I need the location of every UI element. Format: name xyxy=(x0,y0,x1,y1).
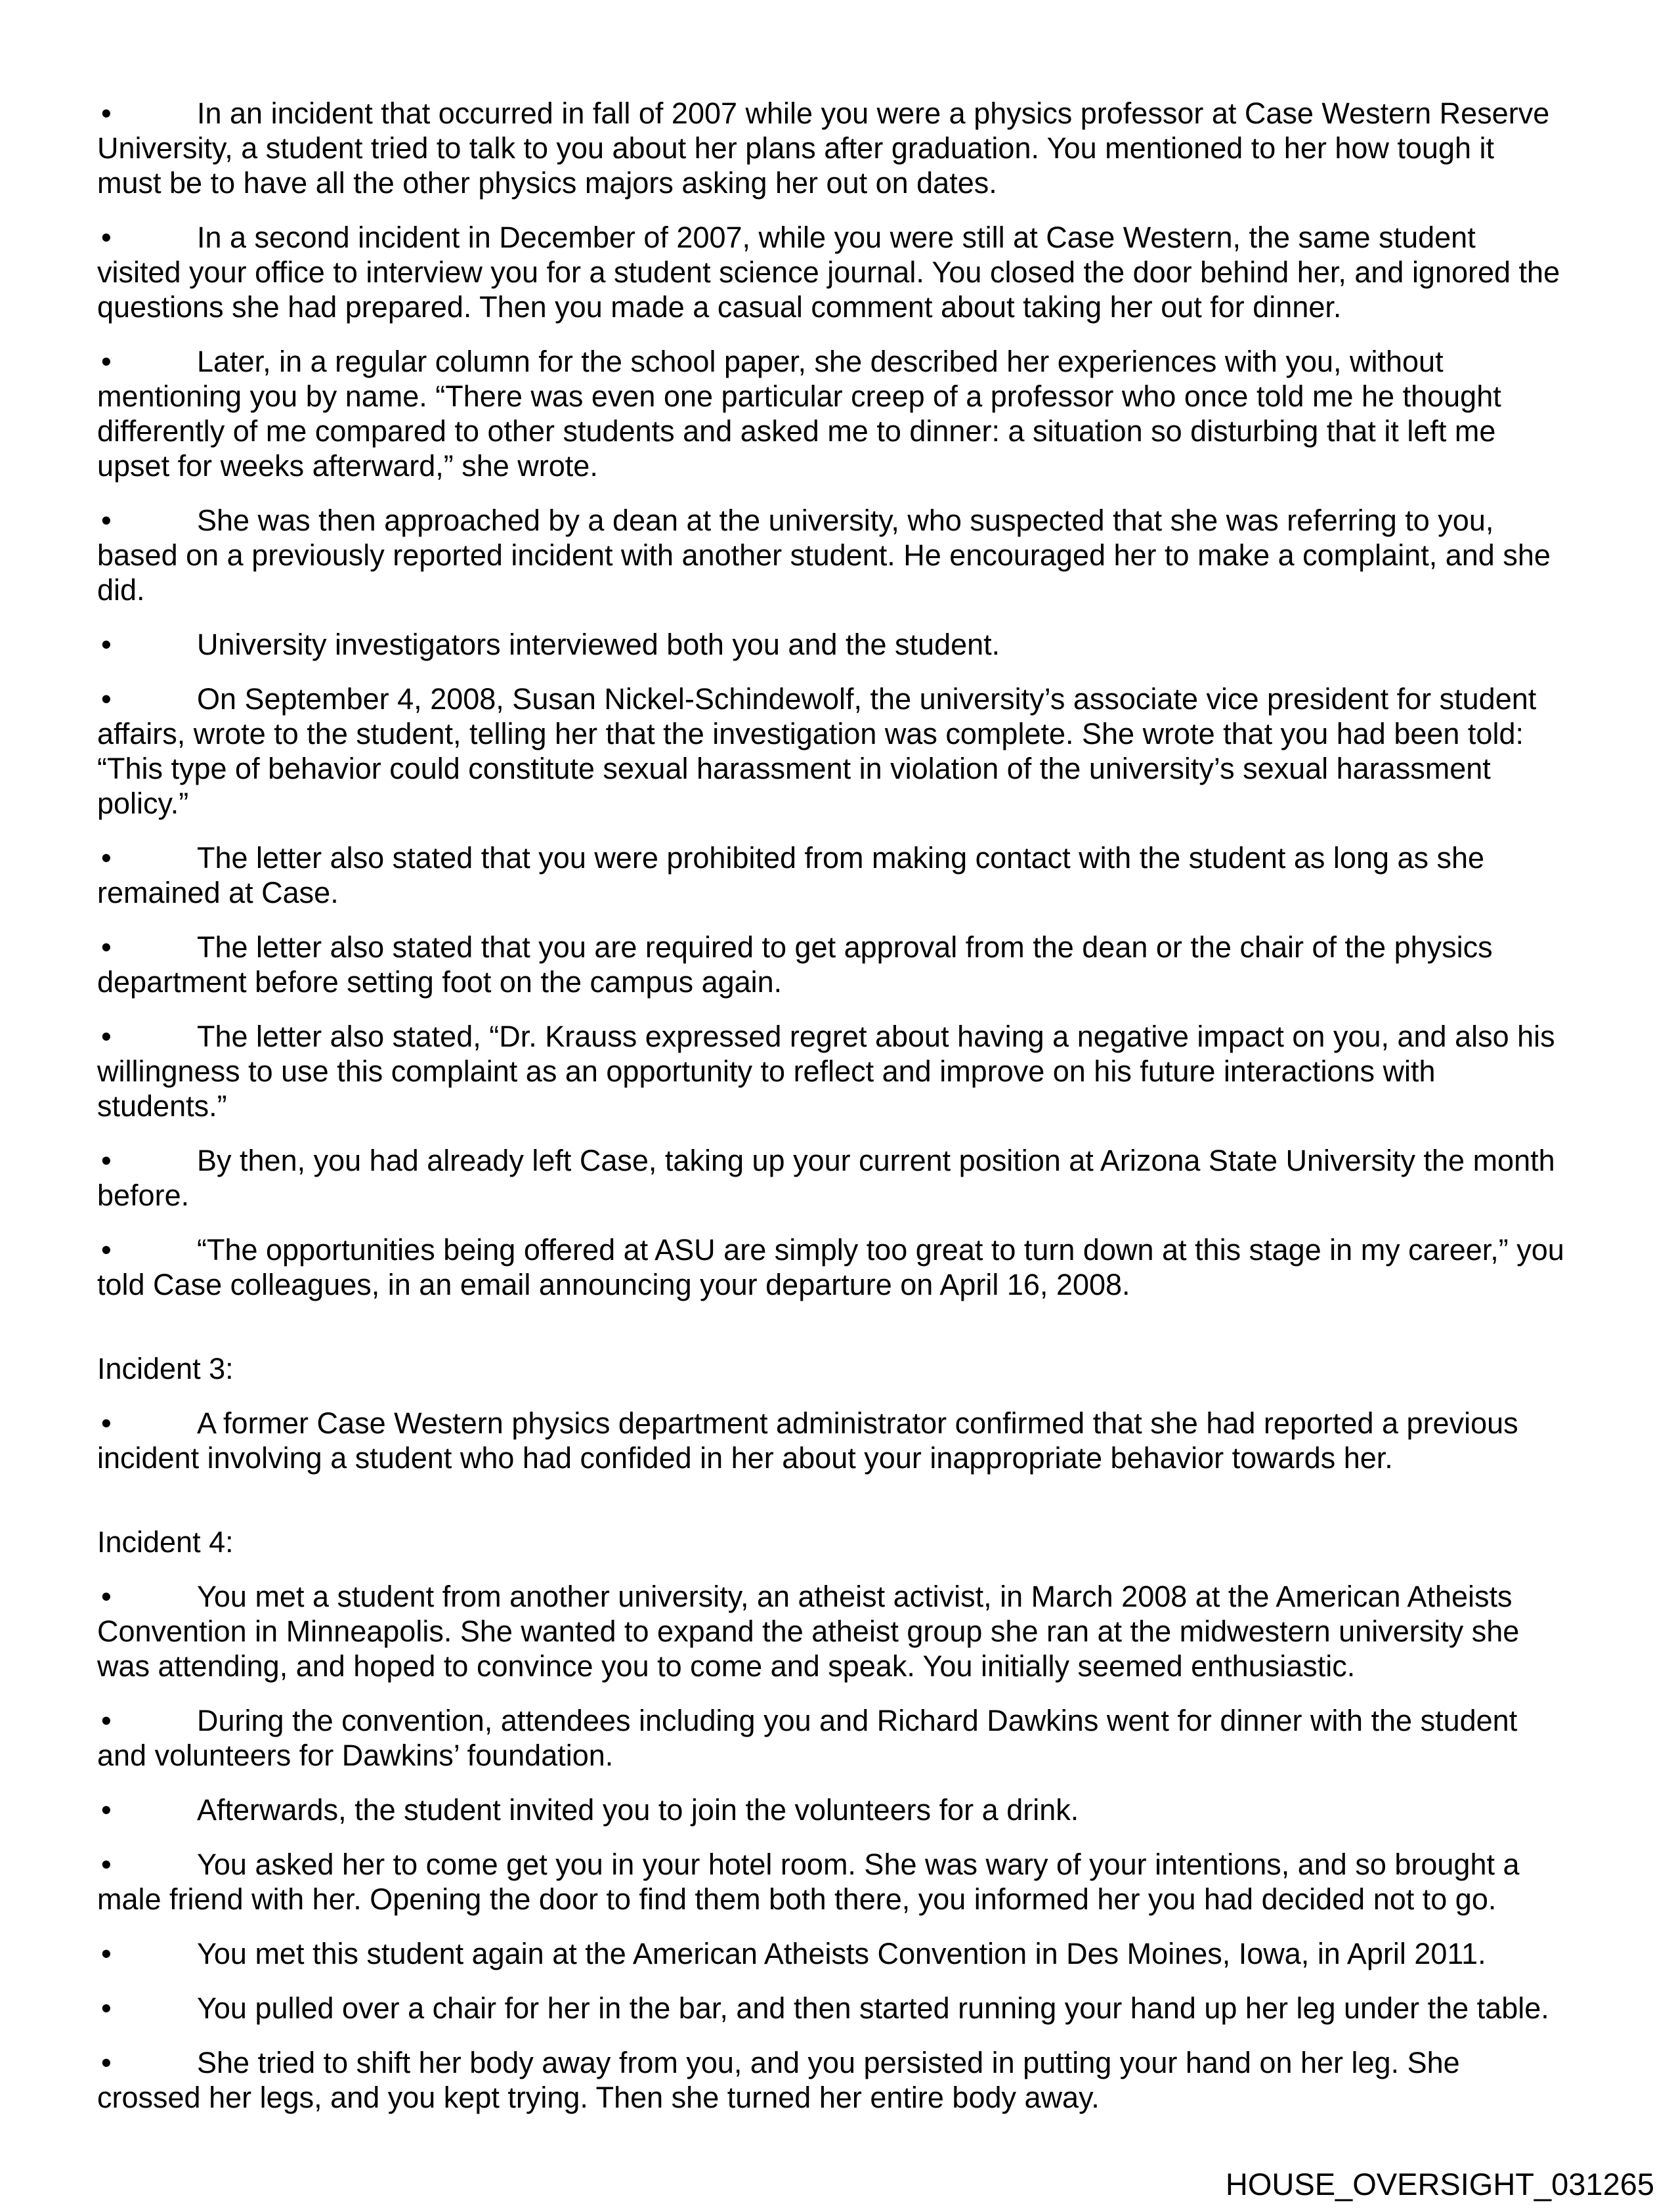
bullet-text: Afterwards, the student invited you to join the volunteers for a drink. xyxy=(197,1793,1079,1827)
bullet-item xyxy=(97,503,1564,607)
bullet-marker: • xyxy=(101,1704,112,1737)
bullet-text: The letter also stated that you are required to get approval from the dean or the chair of the physics department before setting foot on the campus again. xyxy=(97,930,1493,999)
bullet-item xyxy=(97,1232,1564,1302)
bullet-item xyxy=(97,1847,1564,1917)
bullet-item xyxy=(97,1019,1564,1123)
bullet-marker: • xyxy=(101,2046,112,2079)
bullet-marker: • xyxy=(101,1233,112,1267)
bullet-item xyxy=(97,1406,1564,1475)
bullet-marker: • xyxy=(101,345,112,378)
bullet-text: She tried to shift her body away from you, and you persisted in putting your hand on her leg. She crossed her legs, and you kept trying. Then she turned her entire body away. xyxy=(97,2046,1460,2114)
bullet-marker: • xyxy=(101,1937,112,1970)
bullet-item xyxy=(97,1579,1564,1683)
bullet-marker: • xyxy=(101,504,112,537)
bullet-marker: • xyxy=(101,1406,112,1440)
bullet-text: “The opportunities being offered at ASU are simply too great to turn down at this stage in my career,” you told Case colleagues, in an email announcing your departure on April 16, 2008. xyxy=(97,1233,1564,1301)
bullet-marker: • xyxy=(101,1580,112,1613)
bullet-text: You met a student from another university, an atheist activist, in March 2008 at the American Atheists Convention in Minneapolis. She wanted to expand the atheist group she ran at the midwestern university she was attending, and hoped to convince you to come and speak. You initially seemed enthusiastic. xyxy=(97,1580,1520,1683)
bullet-marker: • xyxy=(101,1848,112,1881)
bullet-text: By then, you had already left Case, taking up your current position at Arizona State University the month before. xyxy=(97,1144,1555,1212)
bullet-text: University investigators interviewed both you and the student. xyxy=(197,628,1000,661)
bullet-item xyxy=(97,682,1564,821)
bullet-item xyxy=(97,1703,1564,1773)
bullet-marker: • xyxy=(101,97,112,130)
section-heading-incident-3: Incident 3: xyxy=(97,1352,234,1385)
bullet-item xyxy=(97,840,1564,910)
bullet-marker: • xyxy=(101,1144,112,1177)
bullet-item xyxy=(97,1936,1564,1971)
bullet-text: During the convention, attendees including you and Richard Dawkins went for dinner with the student and volunteers for Dawkins’ foundation. xyxy=(97,1704,1518,1772)
bullet-item xyxy=(97,1792,1564,1827)
bullet-text: You asked her to come get you in your hotel room. She was wary of your intentions, and so brought a male friend with her. Opening the door to find them both there, you informed her you had decided not to go. xyxy=(97,1848,1520,1916)
bullet-text: A former Case Western physics department administrator confirmed that she had reported a previous incident involving a student who had confided in her about your inappropriate behavior towards her. xyxy=(97,1406,1518,1475)
bullet-marker: • xyxy=(101,628,112,661)
bullet-text: She was then approached by a dean at the university, who suspected that she was referring to you, based on a previously reported incident with another student. He encouraged her to make a complaint, and she did. xyxy=(97,504,1551,607)
bullet-item xyxy=(97,2045,1564,2115)
bullet-marker: • xyxy=(101,930,112,964)
bullet-item xyxy=(97,96,1564,200)
section-heading-incident-4: Incident 4: xyxy=(97,1525,234,1559)
bullet-item xyxy=(97,1143,1564,1213)
bullet-marker: • xyxy=(101,1991,112,2025)
bullet-text: You pulled over a chair for her in the bar, and then started running your hand up her leg under the table. xyxy=(197,1991,1549,2025)
bullet-item xyxy=(97,220,1564,324)
bullet-item xyxy=(97,344,1564,483)
bullet-text: In a second incident in December of 2007, while you were still at Case Western, the same student visited your office to interview you for a student science journal. You closed the door behind her, and ignored the questions she had prepared. Then you made a casual comment about taking her out for dinner. xyxy=(97,221,1560,324)
bullet-marker: • xyxy=(101,682,112,716)
bullet-marker: • xyxy=(101,1020,112,1053)
bullet-text: Later, in a regular column for the school paper, she described her experiences with you, without mentioning you by name. “There was even one particular creep of a professor who once told me he thought differently of me compared to other students and asked me to dinner: a situation so disturbing that it left me upset for weeks afterward,” she wrote. xyxy=(97,345,1501,483)
bullet-item xyxy=(97,1991,1564,2026)
bullet-text: On September 4, 2008, Susan Nickel-Schindewolf, the university’s associate vice president for student affairs, wrote to the student, telling her that the investigation was complete. She wrote that you had been told: “This type of behavior could constitute sexual harassment in violation of the university’s sexual harassment policy.” xyxy=(97,682,1537,820)
bullet-item xyxy=(97,627,1564,662)
bullet-text: In an incident that occurred in fall of 2007 while you were a physics professor at Case Western Reserve University, a student tried to talk to you about her plans after graduation. You mentioned to her how tough it must be to have all the other physics majors asking her out on dates. xyxy=(97,97,1550,200)
bullet-text: You met this student again at the American Atheists Convention in Des Moines, Iowa, in April 2011. xyxy=(197,1937,1486,1970)
bates-number: HOUSE_OVERSIGHT_031265 xyxy=(1225,2167,1654,2201)
bullet-marker: • xyxy=(101,221,112,254)
bullet-text: The letter also stated, “Dr. Krauss expressed regret about having a negative impact on you, and also his willingness to use this complaint as an opportunity to reflect and improve on his future interactions with students.” xyxy=(97,1020,1555,1123)
bullet-text: The letter also stated that you were prohibited from making contact with the student as long as she remained at Case. xyxy=(97,841,1485,909)
bullet-marker: • xyxy=(101,1793,112,1827)
bullet-marker: • xyxy=(101,841,112,875)
bullet-item xyxy=(97,930,1564,999)
